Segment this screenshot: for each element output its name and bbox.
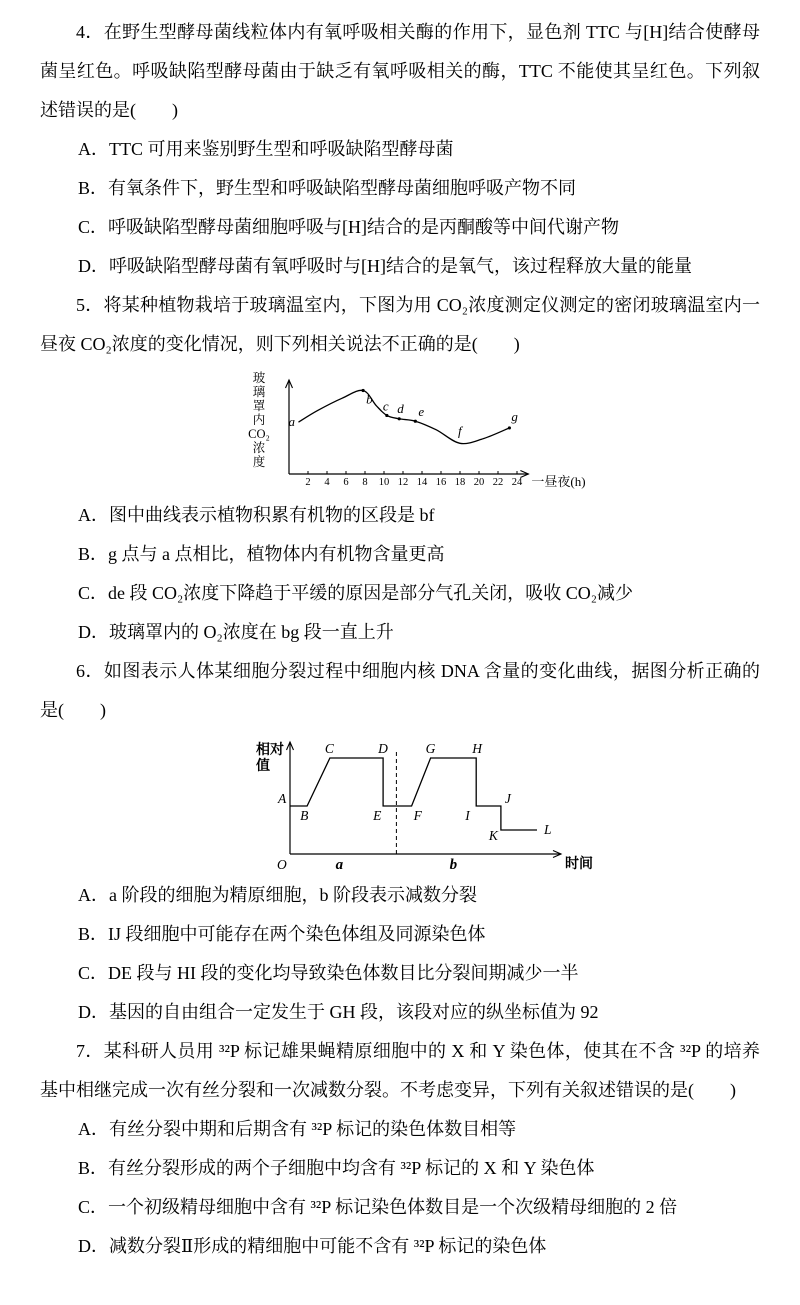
svg-text:12: 12	[397, 477, 409, 488]
q7-option-a: A．有丝分裂中期和后期含有 ³²P 标记的染色体数目相等	[78, 1119, 517, 1139]
q7-stem: 7．某科研人员用 ³²P 标记雄果蝇精原细胞中的 X 和 Y 染色体，使其在不含 ³²P 的培养基中相继完成一次有丝分裂和一次减数分裂。不考虑变异，下列有关叙述错误的是( )	[40, 1041, 760, 1100]
svg-text:6: 6	[343, 477, 349, 488]
q4-stem: 4．在野生型酵母菌线粒体内有氧呼吸相关酶的作用下，显色剂 TTC 与[H]结合使酵母菌呈红色。呼吸缺陷型酵母菌由于缺乏有氧呼吸相关的酶，TTC 不能使其呈红色。下列叙述错误的是( )	[40, 22, 760, 120]
svg-text:a: a	[288, 414, 295, 430]
dna-chart-svg	[246, 732, 601, 874]
svg-text:K: K	[488, 828, 498, 843]
svg-text:18: 18	[454, 477, 466, 488]
svg-text:10: 10	[378, 477, 390, 488]
svg-text:J: J	[504, 791, 511, 806]
q6-option-a: A．a 阶段的细胞为精原细胞，b 阶段表示减数分裂	[78, 885, 477, 905]
svg-text:b: b	[449, 857, 458, 873]
svg-text:L: L	[544, 822, 552, 837]
q7-option-d: D．减数分裂Ⅱ形成的精细胞中可能不含有 ³²P 标记的染色体	[78, 1236, 547, 1256]
svg-text:时间: 时间	[565, 857, 593, 872]
q5-option-d: D．玻璃罩内的 O₂浓度在 bg 段一直上升	[78, 622, 394, 642]
svg-text:b: b	[366, 391, 373, 407]
question-4	[40, 13, 760, 286]
q5-option-c: C．de 段 CO₂浓度下降趋于平缓的原因是部分气孔关闭，吸收 CO₂减少	[78, 583, 634, 603]
q4-option-a: A．TTC 可用来鉴别野生型和呼吸缺陷型酵母菌	[78, 139, 454, 159]
q4-option-b: B．有氧条件下，野生型和呼吸缺陷型酵母菌细胞呼吸产物不同	[78, 178, 577, 198]
svg-text:E: E	[373, 808, 382, 823]
svg-text:22: 22	[492, 477, 504, 488]
svg-text:8: 8	[362, 477, 368, 488]
svg-text:a: a	[335, 857, 344, 873]
svg-text:f: f	[458, 423, 462, 439]
svg-text:O: O	[277, 857, 287, 872]
co2-chart	[245, 366, 760, 494]
svg-text:d: d	[397, 400, 404, 416]
svg-text:e: e	[418, 404, 425, 420]
co2-chart-svg	[273, 366, 588, 494]
q4-option-d: D．呼吸缺陷型酵母菌有氧呼吸时与[H]结合的是氧气，该过程释放大量的能量	[78, 256, 692, 276]
svg-text:值: 值	[256, 759, 270, 774]
q6-option-d: D．基因的自由组合一定发生于 GH 段，该段对应的纵坐标值为 92	[78, 1002, 599, 1022]
svg-text:24: 24	[511, 477, 523, 488]
svg-text:16: 16	[435, 477, 447, 488]
svg-text:B: B	[300, 808, 309, 823]
q5-option-a: A．图中曲线表示植物积累有机物的区段是 bf	[78, 505, 435, 525]
svg-text:一昼夜(h): 一昼夜(h)	[531, 474, 586, 489]
q6-option-c: C．DE 段与 HI 段的变化均导致染色体数目比分裂间期减少一半	[78, 963, 579, 983]
co2-chart-y-axis-label: 玻 璃 罩 内 CO₂ 浓 度	[248, 371, 270, 469]
q6-stem: 6．如图表示人体某细胞分裂过程中细胞内核 DNA 含量的变化曲线，据图分析正确的是( )	[40, 661, 760, 720]
dna-chart	[246, 732, 760, 874]
q7-option-c: C．一个初级精母细胞中含有 ³²P 标记染色体数目是一个次级精母细胞的 2 倍	[78, 1197, 678, 1217]
question-5	[40, 286, 760, 652]
question-7	[40, 1032, 760, 1266]
svg-text:H: H	[472, 741, 482, 756]
svg-text:D: D	[378, 741, 388, 756]
svg-text:20: 20	[473, 477, 485, 488]
svg-text:A: A	[278, 791, 287, 806]
svg-text:C: C	[324, 741, 334, 756]
q5-stem: 5．将某种植物栽培于玻璃温室内，下图为用 CO₂浓度测定仪测定的密闭玻璃温室内一昼夜 CO₂浓度的变化情况，则下列相关说法不正确的是( )	[40, 295, 760, 354]
svg-text:相对: 相对	[256, 743, 284, 758]
svg-text:G: G	[425, 741, 436, 756]
q5-option-b: B．g 点与 a 点相比，植物体内有机物含量更高	[78, 544, 445, 564]
question-6	[40, 652, 760, 1032]
q7-option-b: B．有丝分裂形成的两个子细胞中均含有 ³²P 标记的 X 和 Y 染色体	[78, 1158, 595, 1178]
q6-option-b: B．IJ 段细胞中可能存在两个染色体组及同源染色体	[78, 924, 486, 944]
svg-text:4: 4	[324, 477, 330, 488]
q4-option-c: C．呼吸缺陷型酵母菌细胞呼吸与[H]结合的是丙酮酸等中间代谢产物	[78, 217, 619, 237]
svg-text:I: I	[465, 808, 470, 823]
svg-text:2: 2	[305, 477, 311, 488]
svg-text:g: g	[511, 408, 518, 424]
svg-text:c: c	[382, 398, 389, 414]
svg-text:14: 14	[416, 477, 428, 488]
svg-text:F: F	[413, 808, 422, 823]
